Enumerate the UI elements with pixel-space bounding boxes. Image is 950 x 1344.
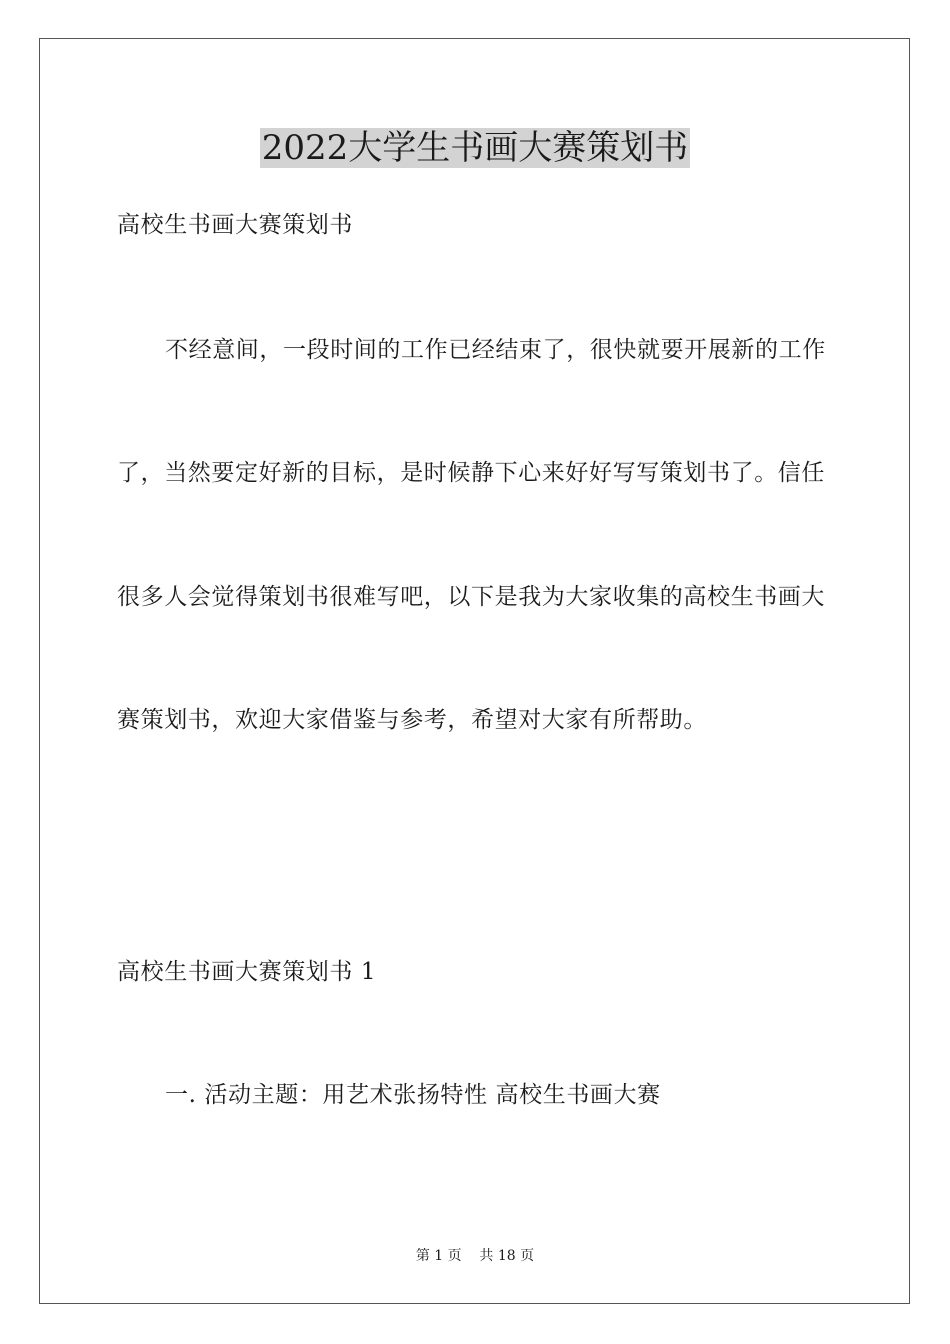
- document-title-text: 2022大学生书画大赛策划书: [261, 128, 689, 168]
- document-title: [0, 126, 950, 170]
- activity-theme-item: 一. 活动主题：用艺术张扬特性 高校生书画大赛: [165, 1082, 661, 1108]
- intro-line-3: 很多人会觉得策划书很难写吧，以下是我为大家收集的高校生书画大: [117, 584, 825, 610]
- intro-line-1: 不经意间，一段时间的工作已经结束了，很快就要开展新的工作: [165, 337, 826, 363]
- page-footer: 第 1 页 共 18 页: [415, 1248, 535, 1264]
- section-heading: 高校生书画大赛策划书 1: [117, 959, 377, 985]
- intro-line-4: 赛策划书，欢迎大家借鉴与参考，希望对大家有所帮助。: [117, 707, 707, 733]
- intro-line-2: 了，当然要定好新的目标，是时候静下心来好好写写策划书了。信任: [117, 460, 825, 486]
- document-subtitle: 高校生书画大赛策划书: [117, 212, 353, 238]
